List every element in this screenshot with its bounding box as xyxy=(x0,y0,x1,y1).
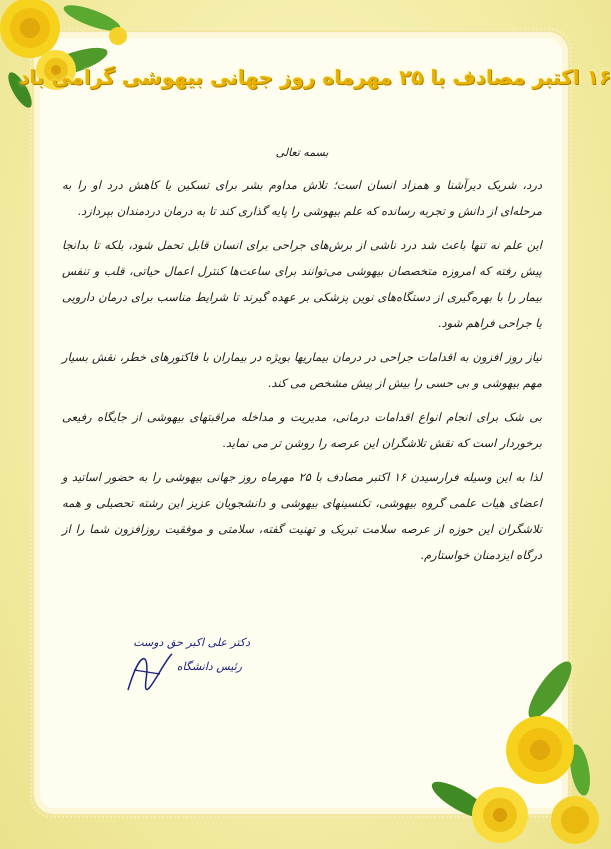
page-title: ۱۶ اکتبر مصادف با ۲۵ مهرماه روز جهانی بیهوشی گرامی باد xyxy=(18,65,611,89)
signature-block xyxy=(120,636,250,706)
signatory-name: دکتر علی اکبر حق دوست xyxy=(133,636,250,649)
letter-paragraph: درد، شریک دیرآشنا و همزاد انسان است؛ تلاش مداوم بشر برای تسکین یا کاهش درد او را به مرحله‌ای از دانش و تجربه رسانده که علم بیهوشی را پایه گذاری کند تا به درمان دردمندان بپردازد. xyxy=(62,178,542,218)
letter-paragraph: این علم نه تنها باعث شد درد ناشی از برش‌های جراحی برای انسان قابل تحمل شود، بلکه تا بدانجا پیش رفته که امروزه متخصصان بیهوشی می‌توانند برای ساعت‌ها کنترل اعمال حیاتی، قلب و تنفس بیمار را با بهره‌گیری از دستگاه‌های نوین پزشکی بر عهده گیرند تا شرایط مناسب برای درمان دارویی یا جراحی فراهم شود. xyxy=(62,238,542,330)
handwritten-signature xyxy=(120,640,180,700)
title-banner xyxy=(18,58,611,96)
letter-paragraph: بی شک برای انجام انواع اقدامات درمانی، مدیریت و مداخله مراقبتهای بیهوشی از جایگاه رفیعی برخوردار است که نقش تلاشگران این عرصه را روشن تر می نماید. xyxy=(62,410,542,450)
bismillah: بسمه تعالی xyxy=(275,146,329,159)
letter-paragraph: نیاز روز افزون به اقدامات جراحی در درمان بیماریها بویژه در بیماران با فاکتورهای خطر، نقش بسیار مهم بیهوشی و بی حسی را بیش از پیش مشخص می کند. xyxy=(62,350,542,390)
rose-bud xyxy=(109,27,127,45)
letter-body xyxy=(62,140,542,576)
signatory-title: رئیس دانشگاه xyxy=(176,660,242,673)
leaf xyxy=(521,656,578,724)
rose-bouquet-bottom-right xyxy=(430,650,600,849)
letter-paragraph: لذا به این وسیله فرارسیدن ۱۶ اکتبر مصادف با ۲۵ مهرماه روز جهانی بیهوشی را به حضور اساتید و اعضای هیات علمی گروه بیهوشی، تکنسینهای بیهوشی و دانشجویان عزیز این رشته تحصیلی و همه تلاشگران این حوزه از عرصه سلامت تبریک و تهنیت گفته، سلامتی و موفقیت روزافزون شما را از درگاه ایزدمنان خواستارم. xyxy=(62,470,542,562)
